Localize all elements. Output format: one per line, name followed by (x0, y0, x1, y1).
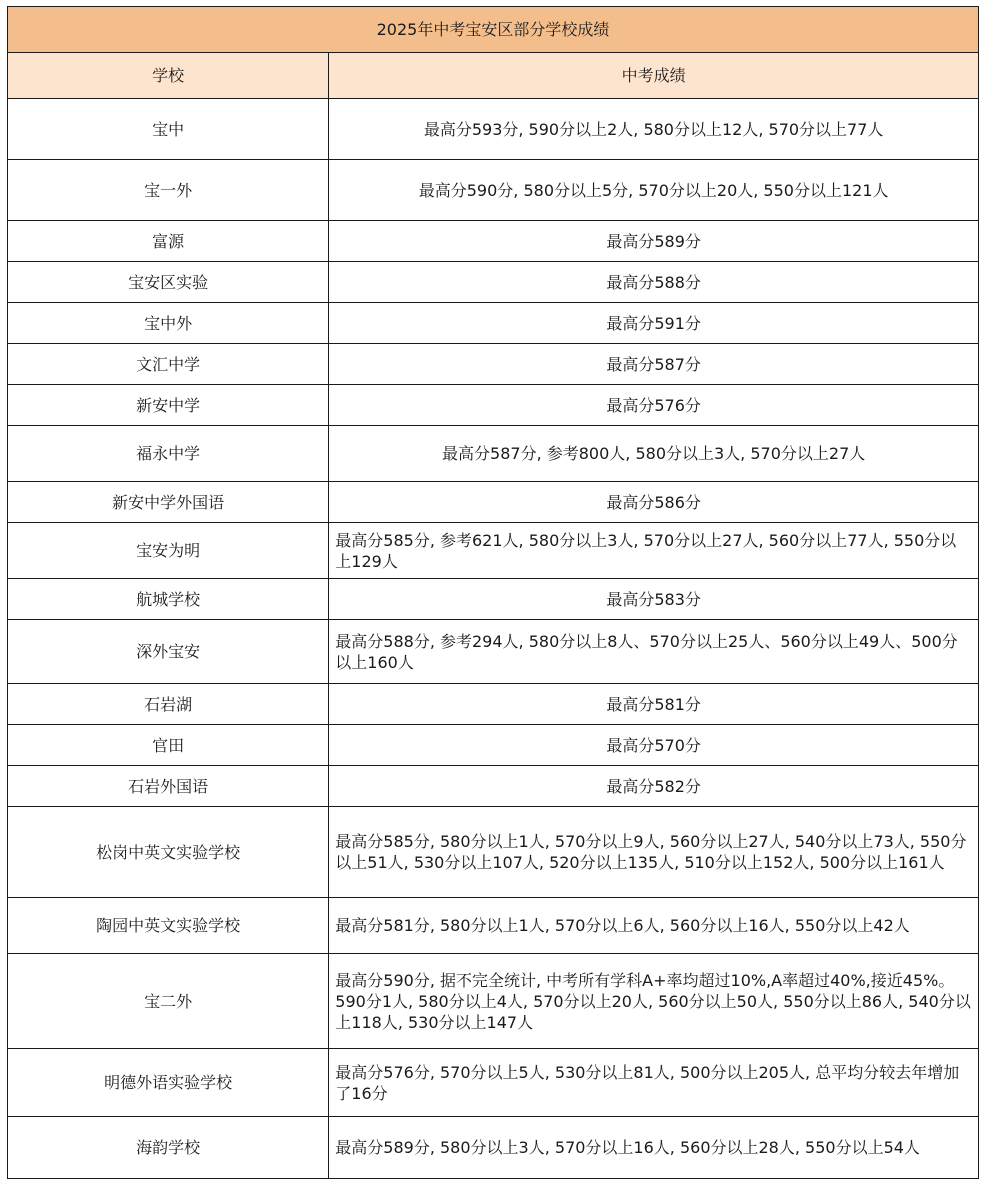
school-name-cell: 新安中学外国语 (8, 482, 329, 523)
table-row (8, 898, 979, 954)
table-row (8, 807, 979, 898)
score-cell: 最高分586分 (329, 482, 979, 523)
table-row (8, 160, 979, 221)
column-header-school: 学校 (8, 53, 329, 99)
score-cell: 最高分583分 (329, 579, 979, 620)
school-name-cell: 文汇中学 (8, 344, 329, 385)
table-row (8, 344, 979, 385)
school-name-cell: 宝一外 (8, 160, 329, 221)
table-row (8, 482, 979, 523)
table-row (8, 99, 979, 160)
score-cell: 最高分590分, 580分以上5分, 570分以上20人, 550分以上121人 (329, 160, 979, 221)
score-cell: 最高分585分, 参考621人, 580分以上3人, 570分以上27人, 560分以上77人, 550分以上129人 (329, 523, 979, 579)
table-row (8, 1117, 979, 1179)
table-row (8, 620, 979, 684)
school-name-cell: 航城学校 (8, 579, 329, 620)
score-cell: 最高分591分 (329, 303, 979, 344)
table-header-row (8, 53, 979, 99)
score-cell: 最高分593分, 590分以上2人, 580分以上12人, 570分以上77人 (329, 99, 979, 160)
score-cell: 最高分582分 (329, 766, 979, 807)
score-cell: 最高分589分 (329, 221, 979, 262)
school-name-cell: 宝二外 (8, 954, 329, 1049)
school-name-cell: 深外宝安 (8, 620, 329, 684)
school-name-cell: 富源 (8, 221, 329, 262)
school-name-cell: 宝中外 (8, 303, 329, 344)
score-cell: 最高分588分, 参考294人, 580分以上8人、570分以上25人、560分以上49人、500分以上160人 (329, 620, 979, 684)
table-row (8, 303, 979, 344)
score-cell: 最高分587分 (329, 344, 979, 385)
school-name-cell: 官田 (8, 725, 329, 766)
school-name-cell: 宝安区实验 (8, 262, 329, 303)
school-name-cell: 宝安为明 (8, 523, 329, 579)
table-row (8, 262, 979, 303)
school-name-cell: 石岩外国语 (8, 766, 329, 807)
score-cell: 最高分581分, 580分以上1人, 570分以上6人, 560分以上16人, 550分以上42人 (329, 898, 979, 954)
table-title-row (8, 7, 979, 53)
school-scores-table (7, 6, 979, 1179)
score-cell: 最高分590分, 据不完全统计, 中考所有学科A+率均超过10%,A率超过40%,接近45%。590分1人, 580分以上4人, 570分以上20人, 560分以上50人, 550分以上86人, 540分以上118人, 530分以上147人 (329, 954, 979, 1049)
score-cell: 最高分576分 (329, 385, 979, 426)
school-name-cell: 明德外语实验学校 (8, 1049, 329, 1117)
table-row (8, 579, 979, 620)
table-row (8, 1049, 979, 1117)
score-cell: 最高分581分 (329, 684, 979, 725)
table-row (8, 766, 979, 807)
school-name-cell: 陶园中英文实验学校 (8, 898, 329, 954)
school-name-cell: 海韵学校 (8, 1117, 329, 1179)
score-cell: 最高分587分, 参考800人, 580分以上3人, 570分以上27人 (329, 426, 979, 482)
table-row (8, 725, 979, 766)
table-row (8, 954, 979, 1049)
column-header-score: 中考成绩 (329, 53, 979, 99)
score-cell: 最高分576分, 570分以上5人, 530分以上81人, 500分以上205人, 总平均分较去年增加了16分 (329, 1049, 979, 1117)
school-name-cell: 石岩湖 (8, 684, 329, 725)
school-name-cell: 福永中学 (8, 426, 329, 482)
table-row (8, 385, 979, 426)
table-row (8, 221, 979, 262)
score-cell: 最高分588分 (329, 262, 979, 303)
score-cell: 最高分570分 (329, 725, 979, 766)
school-name-cell: 新安中学 (8, 385, 329, 426)
table-row (8, 523, 979, 579)
table-body (8, 99, 979, 1179)
score-cell: 最高分589分, 580分以上3人, 570分以上16人, 560分以上28人, 550分以上54人 (329, 1117, 979, 1179)
school-name-cell: 松岗中英文实验学校 (8, 807, 329, 898)
table-title: 2025年中考宝安区部分学校成绩 (8, 7, 979, 53)
table-row (8, 684, 979, 725)
table-row (8, 426, 979, 482)
school-name-cell: 宝中 (8, 99, 329, 160)
score-cell: 最高分585分, 580分以上1人, 570分以上9人, 560分以上27人, 540分以上73人, 550分以上51人, 530分以上107人, 520分以上135人, 510分以上152人, 500分以上161人 (329, 807, 979, 898)
